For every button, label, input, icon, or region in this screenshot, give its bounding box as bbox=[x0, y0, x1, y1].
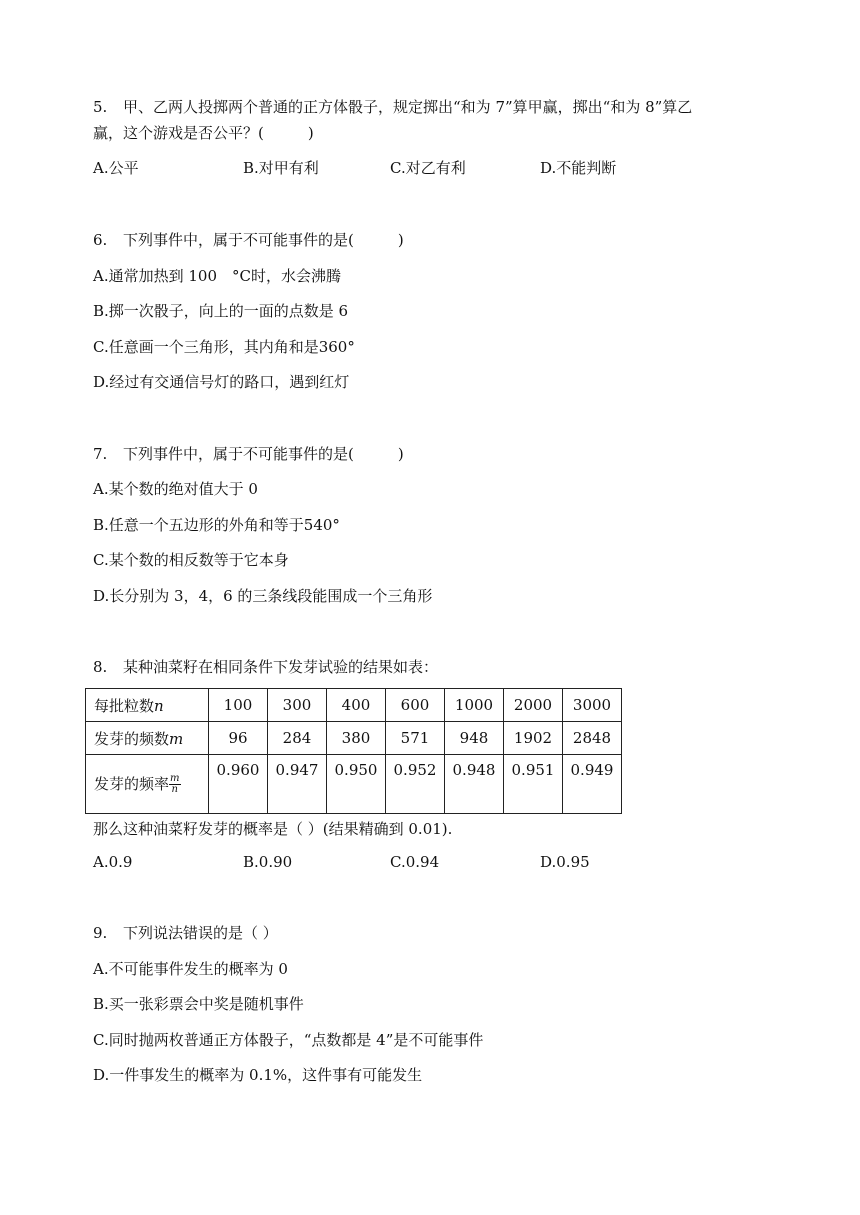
table-cell: 400 bbox=[327, 689, 386, 722]
table-row bbox=[86, 689, 622, 722]
q6-option-a[interactable]: A.通常加热到 100 °C时，水会沸腾 bbox=[93, 267, 341, 285]
q8-stem bbox=[93, 656, 438, 678]
table-cell: 2848 bbox=[563, 722, 622, 755]
table-cell: 0.960 bbox=[209, 755, 268, 814]
q8-option-b[interactable]: B.0.90 bbox=[243, 853, 293, 871]
q5-options bbox=[93, 157, 793, 179]
row-header-frequency-rate: 发芽的频率 $\frac{m}{n}$ bbox=[86, 755, 209, 814]
q5-stem-text-2: 赢，这个游戏是否公平？( bbox=[93, 124, 264, 142]
table-cell: 300 bbox=[268, 689, 327, 722]
table-cell: 0.947 bbox=[268, 755, 327, 814]
q7-stem-text: 下列事件中，属于不可能事件的是( bbox=[123, 445, 354, 463]
q6-stem-text: 下列事件中，属于不可能事件的是( bbox=[123, 231, 354, 249]
q7-number: 7. bbox=[93, 445, 108, 463]
q8-followup: 那么这种油菜籽发芽的概率是（ ）(结果精确到 0.01). bbox=[93, 820, 453, 838]
q5-stem-line2 bbox=[93, 122, 314, 144]
q7-stem bbox=[93, 443, 404, 465]
table-cell: 0.952 bbox=[386, 755, 445, 814]
table-cell: 0.949 bbox=[563, 755, 622, 814]
q8-option-a[interactable]: A.0.9 bbox=[93, 853, 133, 871]
q5-option-c[interactable]: C.对乙有利 bbox=[390, 159, 466, 177]
q5-option-a[interactable]: A.公平 bbox=[93, 159, 139, 177]
q6-stem bbox=[93, 229, 404, 251]
table-row bbox=[86, 722, 622, 755]
q6-number: 6. bbox=[93, 231, 108, 249]
q5-close-paren: ) bbox=[307, 124, 314, 142]
q9-option-a[interactable]: A.不可能事件发生的概率为 0 bbox=[93, 960, 288, 978]
table-cell: 1000 bbox=[445, 689, 504, 722]
table-cell: 3000 bbox=[563, 689, 622, 722]
table-row bbox=[86, 755, 622, 814]
q9-option-c[interactable]: C.同时抛两枚普通正方体骰子，“点数都是 4”是不可能事件 bbox=[93, 1031, 484, 1049]
q8-stem-text: 某种油菜籽在相同条件下发芽试验的结果如表： bbox=[123, 658, 439, 676]
q5-stem-line1 bbox=[93, 96, 692, 118]
q5-option-d[interactable]: D.不能判断 bbox=[540, 159, 617, 177]
q9-stem bbox=[93, 922, 278, 944]
fraction-m-over-n: $\frac{m}{n}$ bbox=[170, 773, 180, 796]
q9-stem-text: 下列说法错误的是（ ） bbox=[123, 924, 278, 942]
table-cell: 380 bbox=[327, 722, 386, 755]
q6-option-b[interactable]: B.掷一次骰子，向上的一面的点数是 6 bbox=[93, 302, 349, 320]
q6-option-d[interactable]: D.经过有交通信号灯的路口，遇到红灯 bbox=[93, 373, 350, 391]
table-cell: 571 bbox=[386, 722, 445, 755]
table-cell: 600 bbox=[386, 689, 445, 722]
q8-option-c[interactable]: C.0.94 bbox=[390, 853, 440, 871]
q9-option-b[interactable]: B.买一张彩票会中奖是随机事件 bbox=[93, 995, 304, 1013]
table-cell: 96 bbox=[209, 722, 268, 755]
q7-option-c[interactable]: C.某个数的相反数等于它本身 bbox=[93, 551, 289, 569]
table-cell: 0.950 bbox=[327, 755, 386, 814]
q7-option-d[interactable]: D.长分别为 3，4，6 的三条线段能围成一个三角形 bbox=[93, 587, 433, 605]
q8-number: 8. bbox=[93, 658, 108, 676]
table-cell: 100 bbox=[209, 689, 268, 722]
table-cell: 1902 bbox=[504, 722, 563, 755]
row-header-frequency-count: 发芽的频数m bbox=[86, 722, 209, 755]
q6-option-c[interactable]: C.任意画一个三角形，其内角和是360° bbox=[93, 338, 355, 356]
germination-table bbox=[85, 688, 622, 814]
table-cell: 284 bbox=[268, 722, 327, 755]
table-cell: 948 bbox=[445, 722, 504, 755]
table-cell: 0.948 bbox=[445, 755, 504, 814]
table-cell: 2000 bbox=[504, 689, 563, 722]
q6-close-paren: ) bbox=[397, 231, 404, 249]
row-header-batch-size: 每批粒数n bbox=[86, 689, 209, 722]
q7-option-b[interactable]: B.任意一个五边形的外角和等于540° bbox=[93, 516, 340, 534]
q8-options bbox=[93, 851, 793, 873]
q8-option-d[interactable]: D.0.95 bbox=[540, 853, 590, 871]
q5-number: 5. bbox=[93, 98, 108, 116]
q5-stem-text-1: 甲、乙两人投掷两个普通的正方体骰子，规定掷出“和为 7”算甲赢，掷出“和为 8”算乙 bbox=[123, 98, 693, 116]
q7-close-paren: ) bbox=[397, 445, 404, 463]
table-cell: 0.951 bbox=[504, 755, 563, 814]
q5-option-b[interactable]: B.对甲有利 bbox=[243, 159, 319, 177]
q9-option-d[interactable]: D.一件事发生的概率为 0.1%，这件事有可能发生 bbox=[93, 1066, 423, 1084]
q7-option-a[interactable]: A.某个数的绝对值大于 0 bbox=[93, 480, 258, 498]
q9-number: 9. bbox=[93, 924, 108, 942]
